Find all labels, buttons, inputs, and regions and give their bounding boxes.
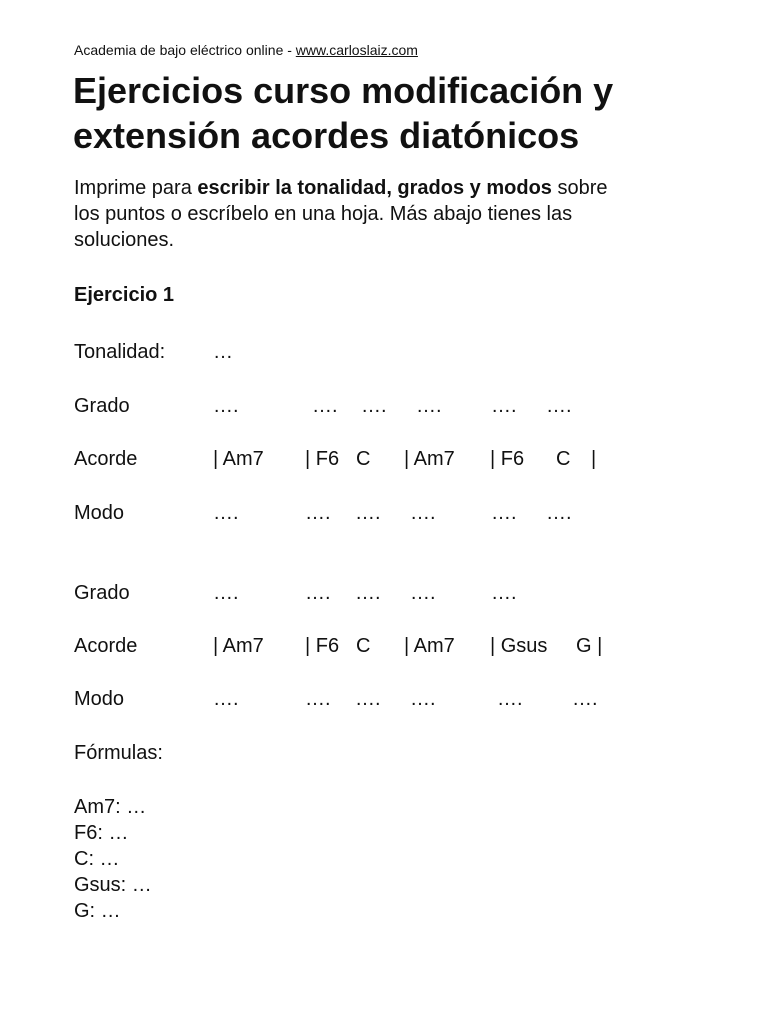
formula-item: Gsus: …: [74, 874, 152, 896]
chord: C: [356, 448, 371, 470]
intro-bold-text: escribir la tonalidad, grados y modos: [197, 177, 552, 199]
modo-blank: ….: [546, 502, 572, 524]
modo-blank: ….: [355, 688, 381, 710]
page-title-line-2: extensión acordes diatónicos: [73, 115, 580, 156]
formula-item: F6: …: [74, 822, 129, 844]
grado-blank: ….: [491, 582, 517, 604]
website-link[interactable]: www.carloslaiz.com: [295, 42, 418, 58]
tonalidad-label: Tonalidad:: [74, 341, 166, 363]
modo-blank: ….: [305, 688, 331, 710]
modo-label: Modo: [74, 502, 125, 524]
exercise-title: Ejercicio 1: [74, 284, 175, 306]
modo-blank: ….: [497, 688, 523, 710]
grado-label: Grado: [74, 395, 130, 417]
chord: | F6: [305, 448, 340, 470]
acorde-label: Acorde: [74, 635, 138, 657]
modo-blank: ….: [305, 502, 331, 524]
grado-blank: ….: [305, 582, 331, 604]
modo-blank: ….: [355, 502, 381, 524]
formulas-label: Fórmulas:: [74, 742, 163, 764]
grado-blank: ….: [410, 582, 436, 604]
grado-blank: ….: [355, 582, 381, 604]
chord: C: [556, 448, 571, 470]
chord: | F6: [490, 448, 525, 470]
modo-blank: ….: [410, 502, 436, 524]
formula-item: G: …: [74, 900, 121, 922]
grado-blank: ….: [546, 395, 572, 417]
grado-blank: ….: [361, 395, 387, 417]
grado-blank: ….: [213, 582, 239, 604]
chord: | Am7: [404, 448, 455, 470]
acorde-label: Acorde: [74, 448, 138, 470]
chord: G |: [576, 635, 603, 657]
page-title-line-1: Ejercicios curso modificación y: [73, 70, 614, 111]
intro-line-1: [74, 175, 608, 201]
modo-blank: ….: [491, 502, 517, 524]
intro-text-1: Imprime para: [74, 177, 198, 199]
chord: C: [356, 635, 371, 657]
page-header: [74, 42, 418, 58]
modo-blank: ….: [213, 502, 239, 524]
chord: | F6: [305, 635, 340, 657]
grado-blank: ….: [416, 395, 442, 417]
grado-label: Grado: [74, 582, 130, 604]
intro-text-2: sobre: [551, 177, 608, 199]
bar-line: |: [591, 448, 597, 470]
grado-blank: ….: [312, 395, 338, 417]
formula-item: C: …: [74, 848, 120, 870]
modo-label: Modo: [74, 688, 125, 710]
modo-blank: ….: [410, 688, 436, 710]
tonalidad-blank: …: [213, 341, 233, 363]
grado-blank: ….: [491, 395, 517, 417]
header-text: Academia de bajo eléctrico online -: [74, 42, 296, 58]
chord: | Am7: [404, 635, 455, 657]
modo-blank: ….: [572, 688, 598, 710]
intro-line-2: los puntos o escríbelo en una hoja. Más abajo tienes las: [74, 203, 573, 225]
chord: | Am7: [213, 635, 264, 657]
chord: | Am7: [213, 448, 264, 470]
intro-line-3: soluciones.: [74, 229, 175, 251]
formula-item: Am7: …: [74, 796, 147, 818]
chord: | Gsus: [490, 635, 548, 657]
modo-blank: ….: [213, 688, 239, 710]
grado-blank: ….: [213, 395, 239, 417]
